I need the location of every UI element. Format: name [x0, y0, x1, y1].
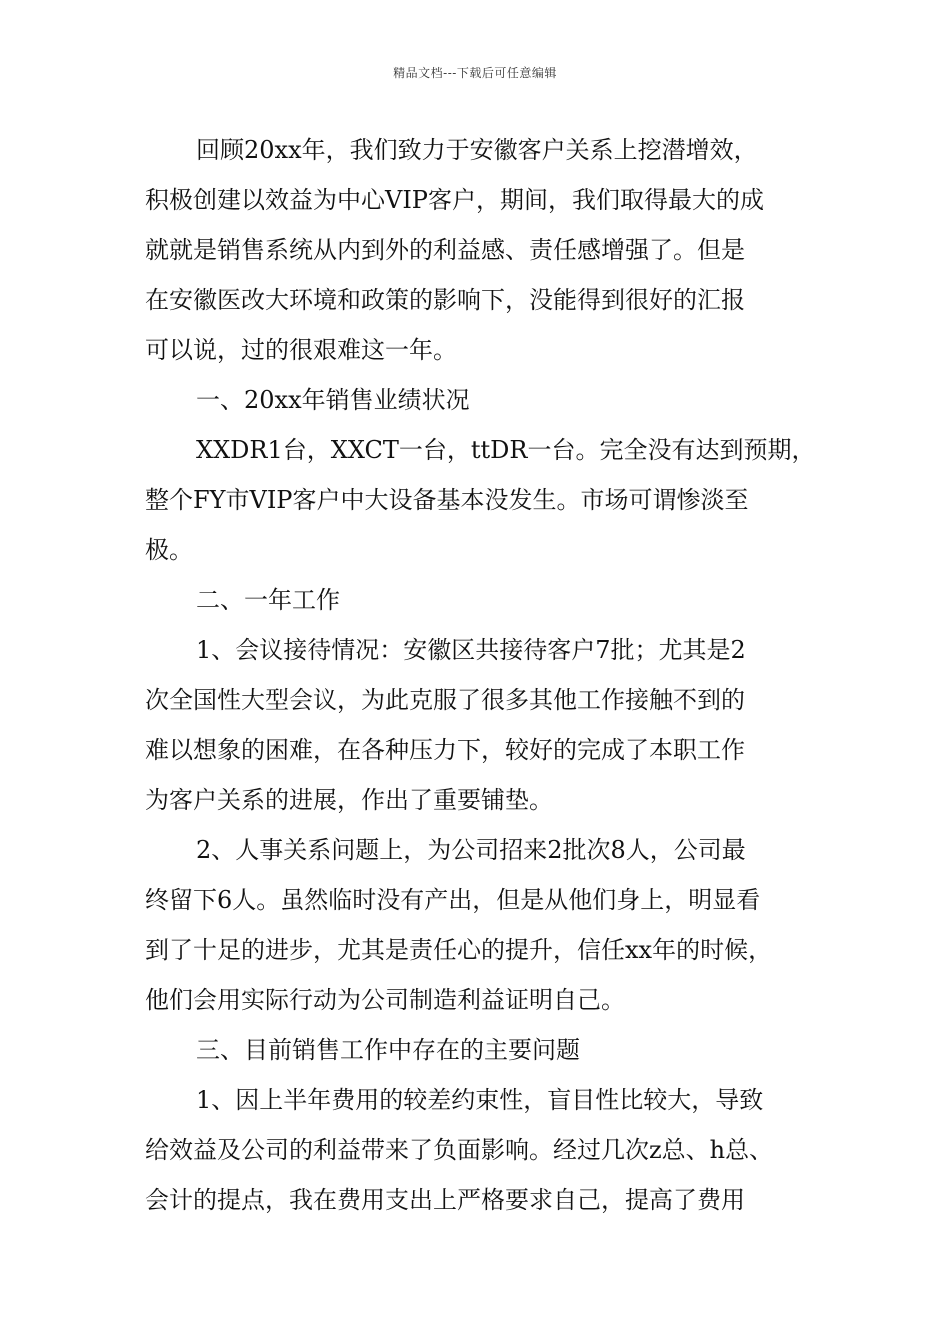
paragraph-line: 在安徽医改大环境和政策的影响下，没能得到很好的汇报 [145, 286, 745, 314]
paragraph-line: 可以说，过的很艰难这一年。 [145, 336, 457, 364]
paragraph-line: 会计的提点，我在费用支出上严格要求自己，提高了费用 [145, 1186, 745, 1214]
section-heading: 三、目前销售工作中存在的主要问题 [196, 1036, 580, 1064]
paragraph-line: 难以想象的困难，在各种压力下，较好的完成了本职工作 [145, 736, 745, 764]
paragraph-line: 他们会用实际行动为公司制造利益证明自己。 [145, 986, 625, 1014]
page-header: 精品文档---下载后可任意编辑 [393, 66, 557, 80]
paragraph-line: 极。 [145, 536, 193, 564]
paragraph-line: 整个FY市VIP客户中大设备基本没发生。市场可谓惨淡至 [145, 486, 749, 514]
paragraph-line: 2、人事关系问题上，为公司招来2批次8人，公司最 [196, 836, 746, 864]
paragraph-line: 到了十足的进步，尤其是责任心的提升，信任xx年的时候， [145, 936, 773, 964]
paragraph-line: 回顾20xx年，我们致力于安徽客户关系上挖潜增效， [196, 136, 758, 164]
paragraph-line: 终留下6人。虽然临时没有产出，但是从他们身上，明显看 [145, 886, 761, 914]
paragraph-line: 积极创建以效益为中心VIP客户，期间，我们取得最大的成 [145, 186, 764, 214]
paragraph-line: XXDR1台，XXCT一台，ttDR一台。完全没有达到预期， [196, 436, 816, 464]
paragraph-line: 次全国性大型会议，为此克服了很多其他工作接触不到的 [145, 686, 745, 714]
section-heading: 二、一年工作 [196, 586, 340, 614]
paragraph-line: 1、会议接待情况：安徽区共接待客户7批；尤其是2 [196, 636, 746, 664]
paragraph-line: 给效益及公司的利益带来了负面影响。经过几次z总、h总、 [145, 1136, 774, 1164]
paragraph-line: 就就是销售系统从内到外的利益感、责任感增强了。但是 [145, 236, 745, 264]
document-body [145, 125, 825, 1225]
paragraph-line: 为客户关系的进展，作出了重要铺垫。 [145, 786, 553, 814]
section-heading: 一、20xx年销售业绩状况 [196, 386, 470, 414]
paragraph-line: 1、因上半年费用的较差约束性，盲目性比较大，导致 [196, 1086, 764, 1114]
